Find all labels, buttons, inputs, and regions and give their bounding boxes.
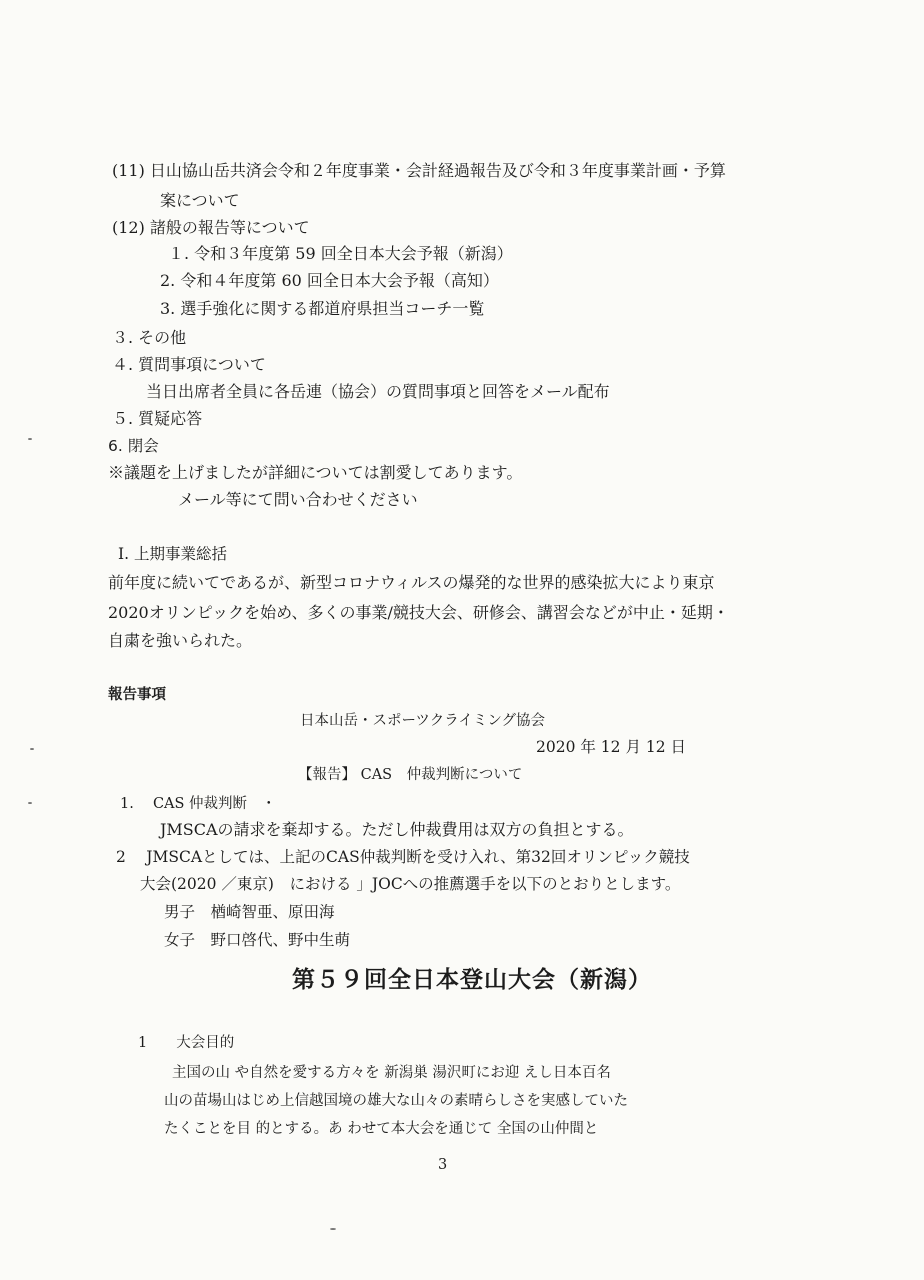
report-item-2-line1: 2 JMSCAとしては、上記のCAS仲裁判断を受け入れ、第32回オリンピック競技 <box>116 848 690 866</box>
convention-line-1: 主国の山 や自然を愛する方々を 新潟巣 湯沢町にお迎 えし日本百名 <box>172 1065 611 1081</box>
summary-line-3: 自粛を強いられた。 <box>108 631 253 650</box>
scan-speck <box>330 1228 336 1230</box>
report-item-2-line2: 大会(2020 ／東京) における 」JOCへの推薦選手を以下のとおりとします。 <box>140 875 681 893</box>
summary-line-2: 2020オリンピックを始め、多くの事業/競技大会、研修会、講習会などが中止・延期・ <box>108 603 729 622</box>
summary-heading: I. 上期事業総括 <box>118 545 227 563</box>
agenda-note-line2: メール等にて問い合わせください <box>178 490 418 509</box>
agenda-item-3: ３. その他 <box>112 328 187 347</box>
report-date: 2020 年 12 月 12 日 <box>536 738 687 756</box>
summary-line-1: 前年度に続いてであるが、新型コロナウィルスの爆発的な世界的感染拡大により東京 <box>108 573 715 592</box>
agenda-item-12-sub-2: 2. 令和４年度第 60 回全日本大会予報（高知） <box>160 271 499 290</box>
scan-speck <box>30 748 34 750</box>
report-men: 男子 楢崎智亜、原田海 <box>164 903 335 921</box>
report-org: 日本山岳・スポーツクライミング協会 <box>300 713 546 729</box>
agenda-note-line1: ※議題を上げましたが詳細については割愛してあります。 <box>108 463 523 482</box>
page-number: 3 <box>438 1157 448 1173</box>
scan-speck <box>28 802 32 804</box>
agenda-item-5: ５. 質疑応答 <box>112 409 203 428</box>
agenda-item-12: (12) 諸般の報告等について <box>112 218 310 237</box>
agenda-item-12-sub-1: １. 令和３年度第 59 回全日本大会予報（新潟） <box>168 244 513 263</box>
agenda-item-11-line2: 案について <box>160 191 240 210</box>
convention-item-1-label: 1 大会目的 <box>138 1035 235 1051</box>
convention-title: 第５９回全日本登山大会（新潟） <box>292 966 652 993</box>
report-item-1-label: 1. CAS 仲裁判断 ・ <box>120 796 277 812</box>
agenda-item-4: ４. 質問事項について <box>112 355 266 374</box>
agenda-item-11-line1: (11) 日山協山岳共済会令和２年度事業・会計経過報告及び令和３年度事業計画・予算 <box>112 161 726 180</box>
report-heading: 報告事項 <box>108 687 166 703</box>
scan-speck <box>28 438 32 440</box>
convention-line-2: 山の苗場山はじめ上信越国境の雄大な山々の素晴らしさを実感していた <box>164 1093 628 1109</box>
agenda-item-6: 6. 閉会 <box>108 437 159 455</box>
agenda-item-12-sub-3: 3. 選手強化に関する都道府県担当コーチ一覧 <box>160 299 485 318</box>
report-title: 【報告】 CAS 仲裁判断について <box>298 767 523 783</box>
convention-line-3: たくことを目 的とする。あ わせて本大会を通じて 全国の山仲間と <box>164 1121 599 1137</box>
report-item-1-detail: JMSCAの請求を棄却する。ただし仲裁費用は双方の負担とする。 <box>160 820 634 839</box>
report-women: 女子 野口啓代、野中生萌 <box>164 931 351 949</box>
agenda-item-4-detail: 当日出席者全員に各岳連（協会）の質問事項と回答をメール配布 <box>146 382 610 401</box>
